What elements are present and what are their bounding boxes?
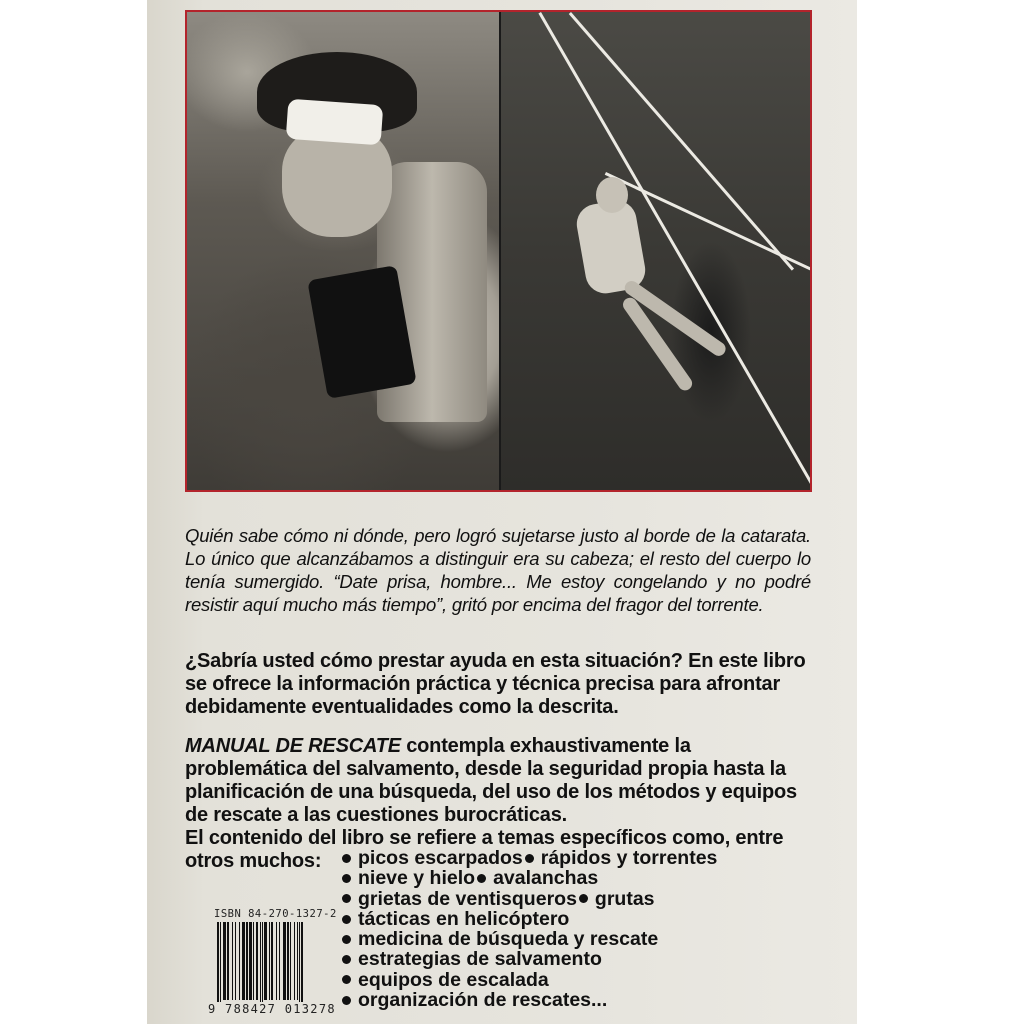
bullet-icon xyxy=(579,894,588,903)
climber-head-shape xyxy=(596,177,628,213)
topic-item: grietas de ventisqueros xyxy=(358,887,577,910)
isbn-label: ISBN 84-270-1327-2 xyxy=(214,908,337,920)
bullet-icon xyxy=(342,874,351,883)
bullet-icon xyxy=(525,854,534,863)
italic-story-paragraph: Quién sabe cómo ni dónde, pero logró sujetarse justo al borde de la catarata. Lo único que alcanzábamos a distinguir era su cabeza; el resto del cuerpo lo tenía sumergido. “Date prisa, hombre... Me estoy congelando y no podré resistir aquí mucho más tiempo”, gritó por encima del fragor del torrente. xyxy=(185,524,811,615)
question-paragraph: ¿Sabría usted cómo prestar ayuda en esta situación? En este libro se ofrece la información práctica y técnica precisa para afrontar debidamente eventualidades como la descrita. xyxy=(185,650,806,718)
topic-row xyxy=(340,889,717,909)
book-back-cover xyxy=(147,0,857,1024)
topic-item: equipos de escalada xyxy=(358,968,549,991)
photo-injured-climber xyxy=(187,12,499,490)
bullet-icon xyxy=(342,996,351,1005)
topic-item: medicina de búsqueda y rescate xyxy=(358,928,659,951)
topic-item: tácticas en helicóptero xyxy=(358,907,570,930)
topic-row xyxy=(340,970,717,990)
bullet-icon xyxy=(342,894,351,903)
bullet-icon xyxy=(477,874,486,883)
bullet-icon xyxy=(342,975,351,984)
topic-row xyxy=(340,909,717,929)
barcode xyxy=(217,922,325,1008)
topics-list xyxy=(340,848,717,1010)
topic-item: rápidos y torrentes xyxy=(540,847,718,869)
bullet-icon xyxy=(342,915,351,924)
bullet-icon xyxy=(342,935,351,944)
topic-row xyxy=(340,990,717,1010)
photo-rope-rescue xyxy=(499,12,810,490)
topic-item: avalanchas xyxy=(493,867,599,890)
topic-item: nieve y hielo xyxy=(358,867,476,890)
description-paragraph xyxy=(185,735,811,827)
bullet-icon xyxy=(342,854,351,863)
topic-row xyxy=(340,868,717,888)
topic-row xyxy=(340,949,717,969)
description-text: contempla exhaustivamente la problemática del salvamento, desde la seguridad propia hasta la planificación de una búsqueda, del uso de los métodos y equipos de rescate a las cuestiones burocráticas. xyxy=(185,735,797,826)
bullet-icon xyxy=(342,955,351,964)
book-title: MANUAL DE RESCATE xyxy=(185,735,401,757)
topic-item: grutas xyxy=(594,887,655,910)
head-bandage-shape xyxy=(286,99,384,146)
contents-intro: El contenido del libro se refiere a temas específicos como, entre otros muchos: xyxy=(185,827,784,872)
topic-item: estrategias de salvamento xyxy=(358,948,602,971)
topic-row xyxy=(340,929,717,949)
topic-item: organización de rescates... xyxy=(358,989,608,1012)
ean-digits: 9 788427 013278 xyxy=(208,1002,336,1016)
topic-row xyxy=(340,848,717,868)
photo-frame xyxy=(185,10,812,492)
topic-item: picos escarpados xyxy=(358,847,523,869)
